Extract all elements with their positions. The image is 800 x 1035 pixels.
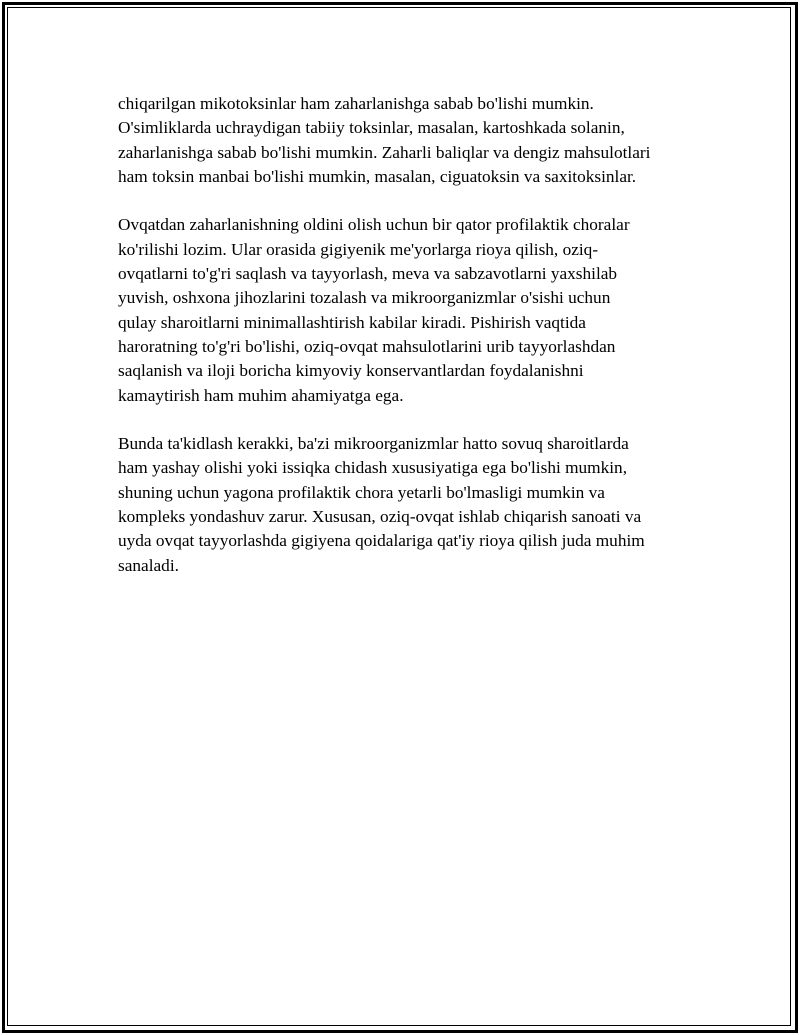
text-line: chiqarilgan mikotoksinlar ham zaharlanishga sabab bo'lishi mumkin. [118,94,594,113]
text-line: kompleks yondashuv zarur. Xususan, oziq-ovqat ishlab chiqarish sanoati va [118,507,642,527]
paragraph-1 [118,92,688,189]
text-line: ovqatlarni to'g'ri saqlash va tayyorlash, meva va sabzavotlarni yaxshilab [118,264,618,284]
text-line: sanaladi. [118,555,179,575]
text-line: ham yashay olishi yoki issiqka chidash xususiyatiga ega bo'lishi mumkin, [118,458,628,478]
text-line: qulay sharoitlarni minimallashtirish kabilar kiradi. Pishirish vaqtida [118,312,586,332]
text-line: uyda ovqat tayyorlashda gigiyena qoidalariga qat'iy rioya qilish juda muhim [118,531,645,551]
text-line: shuning uchun yagona profilaktik chora yetarli bo'lmasligi mumkin va [118,482,605,502]
paragraph-3 [118,432,688,578]
text-line: Bunda ta'kidlash kerakki, ba'zi mikroorganizmlar hatto sovuq sharoitlarda [118,434,629,454]
document-body [118,92,688,602]
text-line: yuvish, oshxona jihozlarini tozalash va mikroorganizmlar o'sishi uchun [118,288,611,308]
paragraph-2 [118,213,688,407]
text-line: ham toksin manbai bo'lishi mumkin, masalan, ciguatoksin va saxitoksinlar. [118,166,637,186]
text-line: ko'rilishi lozim. Ular orasida gigiyenik me'yorlarga rioya qilish, oziq- [118,239,599,259]
text-line: O'simliklarda uchraydigan tabiiy toksinlar, masalan, kartoshkada solanin, [118,118,625,138]
text-line: kamaytirish ham muhim ahamiyatga ega. [118,385,404,405]
text-line: saqlanish va iloji boricha kimyoviy konservantlardan foydalanishni [118,361,584,381]
text-line: haroratning to'g'ri bo'lishi, oziq-ovqat mahsulotlarini urib tayyorlashdan [118,336,616,356]
text-line: Ovqatdan zaharlanishning oldini olish uchun bir qator profilaktik choralar [118,215,630,235]
text-line: zaharlanishga sabab bo'lishi mumkin. Zaharli baliqlar va dengiz mahsulotlari [118,142,651,162]
